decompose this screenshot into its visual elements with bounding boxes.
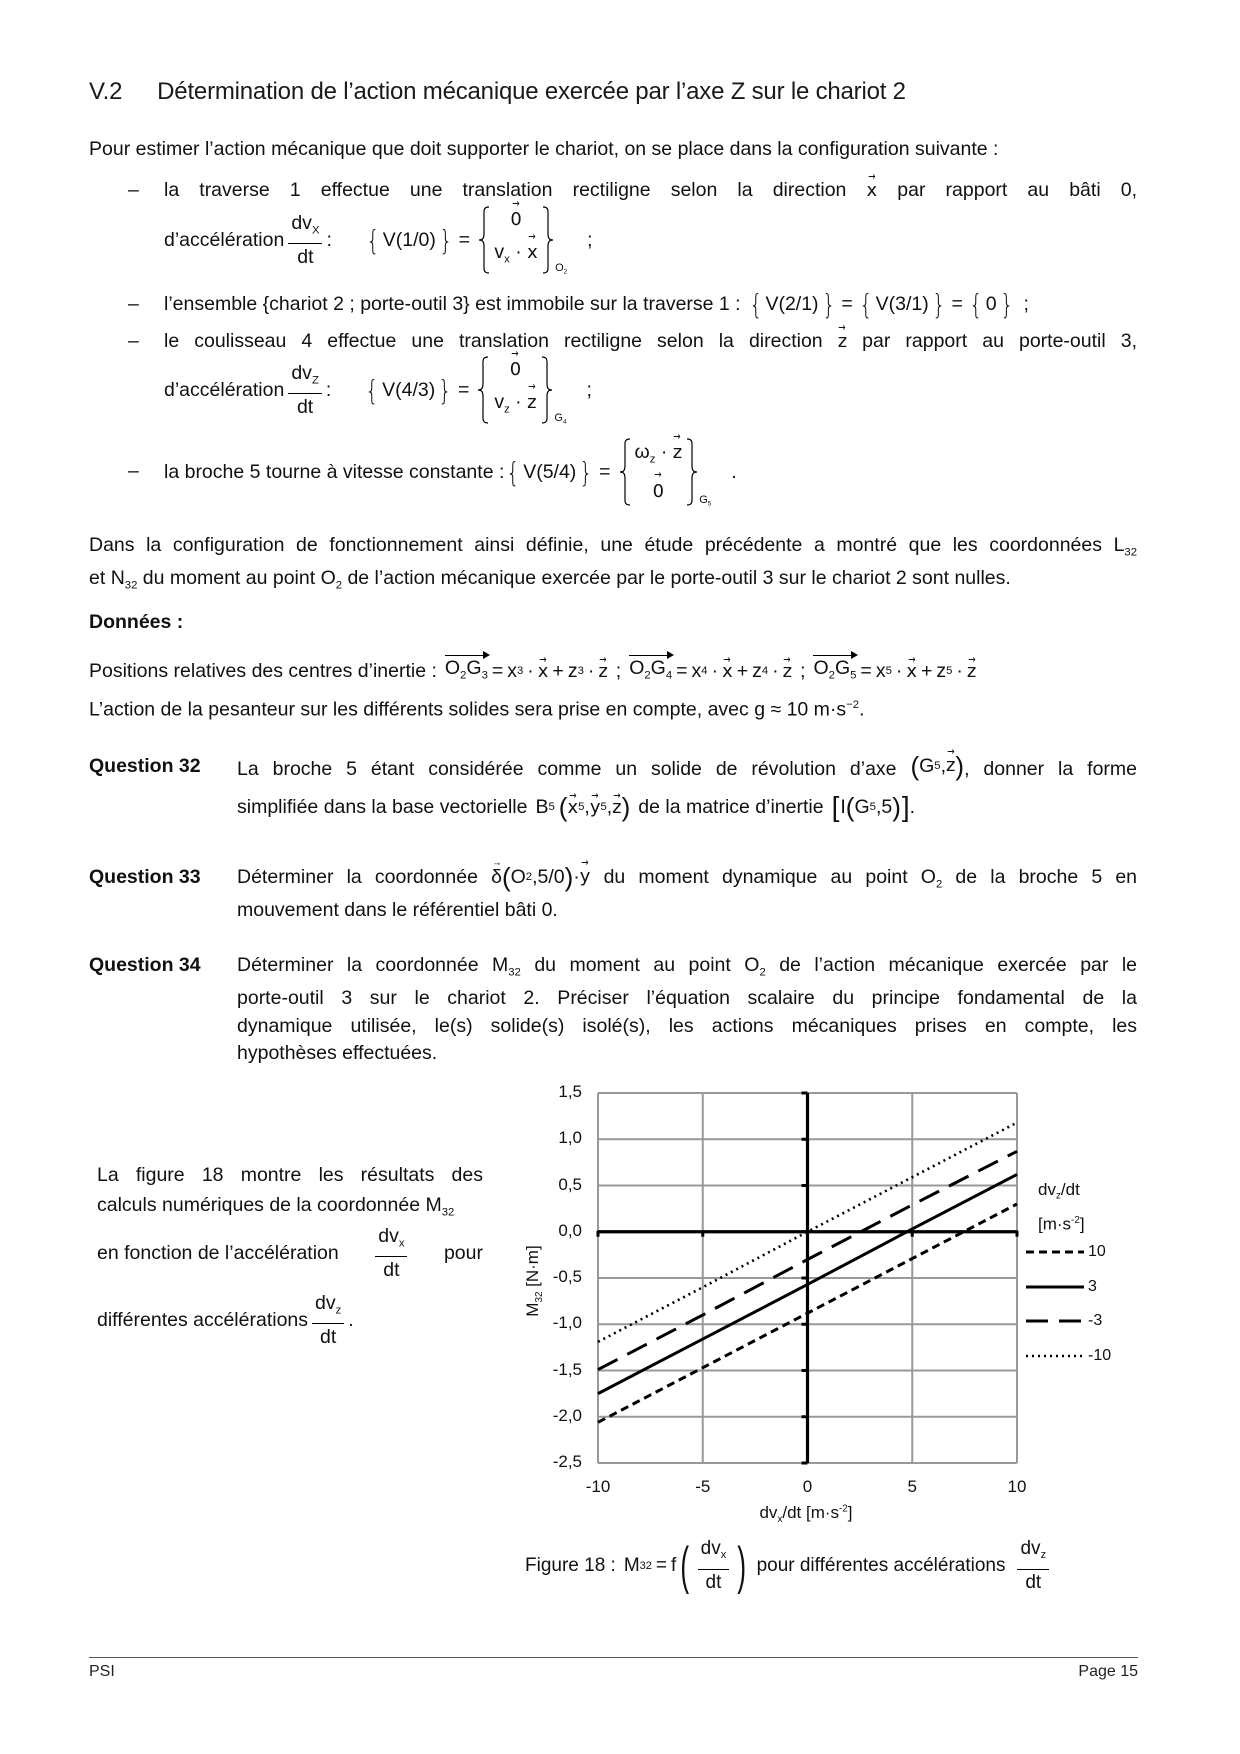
text: l’ensemble {chariot 2 ; porte-outil 3} est immobile sur la traverse 1 : [164, 292, 741, 315]
section-title-text: Détermination de l’action mécanique exercée par l’axe Z sur le chariot 2 [157, 78, 906, 105]
kinematic-torsor-4-3: → 0 $v_z$ · → z $G_4$ [477, 354, 566, 425]
legend-item [1026, 1243, 1106, 1261]
section-number: V.2 [89, 78, 123, 105]
sub: 32 [1124, 546, 1137, 559]
legend-item [1026, 1312, 1102, 1330]
equals: = [841, 292, 853, 315]
chart-y-axis-label: $M_{32}$ [N·m] [523, 1245, 545, 1317]
intro-paragraph: Pour estimer l’action mécanique que doit supporter le chariot, on se place dans la configuration suivante : [89, 138, 999, 160]
x-tick-label: 0 [802, 1477, 813, 1496]
y-tick-label: -0,5 [552, 1267, 582, 1286]
footer-page-number: Page 15 [1078, 1663, 1138, 1680]
legend-label: 10 [1088, 1243, 1106, 1260]
data-heading: Données : [89, 611, 184, 633]
bullet-marker: – [128, 460, 139, 482]
sub: X [311, 224, 320, 237]
y-tick-label: 0,5 [558, 1174, 582, 1194]
inertia-matrix: [ I ( G 5 , 5 ) ] [832, 791, 910, 823]
chart-legend-title: $dv_z/dt$ $[m\cdot s^{-2}]$ [1038, 1180, 1085, 1234]
num: dv [291, 211, 312, 234]
series-line-dvz-3 [598, 1174, 1017, 1393]
brace-left [478, 205, 490, 275]
y-tick-label: -1,0 [552, 1313, 582, 1333]
var: v [494, 241, 505, 264]
footer-left: PSI [89, 1663, 115, 1680]
vector-O2G3: $O_2G_3$ [445, 655, 488, 686]
series-line-dvz--3 [598, 1151, 1017, 1369]
y-tick-label: -1,5 [552, 1359, 582, 1379]
torsor-lhs [364, 224, 455, 257]
text: par rapport au porte-outil 3, [862, 330, 1137, 352]
reduction-point: $O_2$ [555, 262, 568, 276]
vector-x: → x [527, 237, 538, 269]
x-tick-label: -10 [585, 1477, 611, 1496]
torsor-lhs: { V(4/3) } [363, 374, 454, 407]
figure-text-line-2: calculs numériques de la coordonnée $M_{32}$ [97, 1194, 455, 1219]
bullet-3-line-1 [164, 327, 1137, 355]
torsor-3-1: { V(3/1) } [857, 288, 948, 321]
bullet-marker: – [128, 179, 139, 201]
question-32-label: Question 32 [89, 755, 201, 777]
fraction-dvz-dt: $\frac{dv_z}{dt}$ [312, 1291, 344, 1349]
question-34-line-1: Déterminer la coordonnée $M_{32}$ du moment au point $O_2$ de l’action mécanique exercée par le [237, 954, 1138, 979]
chart-x-axis-label: $dv_x/dt$ $[m\cdot s^{-2}]$ [759, 1503, 853, 1525]
footer-rule [89, 1657, 1138, 1658]
question-34-line-3: dynamique utilisée, le(s) solide(s) isolé(s), les actions mécaniques prises en compte, les [237, 1015, 1137, 1037]
legend-line-solid [1026, 1282, 1084, 1292]
colon: : [325, 378, 332, 401]
bullet-3-line-2 [164, 354, 592, 426]
brace-left [477, 355, 489, 425]
question-33-line-2: mouvement dans le référentiel bâti 0. [237, 899, 558, 921]
y-tick-label: 0,0 [558, 1220, 582, 1240]
brace-right [541, 355, 553, 425]
kinematic-torsor-1-0 [478, 204, 567, 275]
torsor-top: → 0 [510, 204, 521, 236]
figure-text-line-1: La figure 18 montre les résultats des [97, 1164, 483, 1186]
bullet-2 [164, 286, 1029, 322]
semicolon: ; [1023, 292, 1029, 315]
bullet-4 [164, 434, 737, 510]
legend-line-dotted [1026, 1351, 1084, 1361]
vector-z: → z [673, 437, 682, 469]
question-34-label: Question 34 [89, 954, 201, 976]
kinematic-torsor-5-4: $\omega_z$ · → z → 0 $G_5$ [619, 436, 712, 507]
legend-item [1026, 1347, 1111, 1365]
equals: = [599, 460, 611, 483]
question-32-line-1: La broche 5 étant considérée comme un solide de révolution d’axe ( G 5 , → z ) , donner la forme [237, 752, 1137, 780]
figure-text-line-4: différentes accélérations $\frac{dv_z}{dt}$ . [97, 1291, 354, 1349]
fraction-dvz-dt: $\frac{dv_Z}{dt}$ [288, 361, 322, 419]
positions-label: Positions relatives des centres d’inertie : [89, 659, 437, 682]
semicolon: ; [587, 228, 593, 251]
fraction-dvx-dt [288, 211, 322, 269]
torsor-2-1: { V(2/1) } [747, 288, 838, 321]
semicolon: ; [586, 378, 592, 401]
y-tick-label: -2,5 [552, 1452, 582, 1471]
series-line-dvz--10 [598, 1123, 1017, 1342]
accel-label: d’accélération [164, 378, 285, 401]
question-34-line-4: hypothèses effectuées. [237, 1042, 438, 1064]
legend-label: -3 [1088, 1312, 1103, 1330]
text: Dans la configuration de fonctionnement ainsi définie, une étude précédente a montré que les coordonnées [89, 534, 1102, 556]
bullet-1-line-2 [164, 204, 593, 276]
torsor-lhs: { V(5/4) } [504, 456, 595, 489]
question-34-line-2: porte-outil 3 sur le chariot 2. Préciser l’équation scalaire du principe fondamental de la [237, 987, 1137, 1009]
bullet-marker: – [128, 330, 139, 352]
text: le coulisseau 4 effectue une translation rectiligne selon la direction [164, 330, 823, 352]
period: . [731, 460, 737, 483]
series-line-dvz-10 [598, 1204, 1017, 1422]
gravity-line: L’action de la pesanteur sur les différents solides sera prise en compte, avec g ≈ 10 $m\cdot s^{-2}$. [89, 698, 865, 721]
torsor-null: { 0 } [967, 288, 1016, 321]
accel-label: d’accélération [164, 228, 285, 251]
question-32-line-2: simplifiée dans la base vectorielle B 5 ( → x 5 , → y 5 , → z ) de la matrice d’inertie [ I ( G 5 , 5 ) ] . [237, 789, 915, 825]
equals: = [458, 378, 470, 401]
brace-right [686, 437, 698, 507]
vector-x: → x [867, 177, 878, 205]
legend-label: 3 [1088, 1277, 1097, 1295]
legend-line-short-dash [1026, 1247, 1084, 1257]
brace-left [619, 437, 631, 507]
var-L32: L [1113, 534, 1125, 556]
text: la traverse 1 effectue une translation rectiligne selon la direction [164, 179, 847, 201]
torsor-top: → 0 [510, 354, 521, 386]
colon: : [326, 228, 332, 251]
legend-line-long-dash [1026, 1316, 1084, 1326]
section-title [89, 78, 906, 106]
dot: · [515, 241, 522, 264]
x-tick-label: 10 [1007, 1477, 1027, 1496]
equals: = [458, 228, 471, 251]
reduction-point: $G_5$ [699, 494, 712, 508]
fraction-dvx-dt: $\frac{dv_x}{dt}$ [375, 1224, 407, 1282]
context-line-2: et $N_{32}$ du moment au point $O_2$ de l’action mécanique exercée par le porte-outil 3 sur le chariot 2 sont nulles. [89, 567, 1011, 592]
y-tick-label: 1,0 [558, 1128, 582, 1148]
positions-line: Positions relatives des centres d’inertie : $O_2G_3$ = x 3 · → x + z 3 · → z ; $O_2G_4$ = x 4 · → x + z 4 · → z ; $O_2G_5$ = x 5 · → x + z 5 · → z [89, 655, 976, 687]
x-tick-label: -5 [695, 1477, 711, 1496]
gravity-value: g ≈ 10 m·s [754, 698, 847, 721]
torsor-bottom: → 0 [653, 476, 664, 508]
bullet-1-line-1 [164, 176, 1137, 204]
brace-right [542, 205, 554, 275]
question-33-line-1: Déterminer la coordonnée → δ ( O 2 , 5/0 ) · → y du moment dynamique au point $O_2$ de la broche 5 en [237, 863, 1137, 891]
figure-text-line-3: en fonction de l’accélération $\frac{dv_x}{dt}$ pour [97, 1224, 483, 1282]
var-N32: N [110, 567, 125, 589]
text: par rapport au bâti 0, [897, 179, 1138, 201]
sub: x [504, 253, 510, 266]
y-tick-label: 1,5 [558, 1082, 582, 1101]
bullet-marker: – [128, 293, 139, 315]
vector-z: → z [527, 387, 536, 419]
question-33-label: Question 33 [89, 866, 201, 888]
context-line-1 [89, 531, 1137, 559]
vector-z: → z [838, 328, 847, 356]
vector-O2G5: $O_2G_5$ [813, 655, 856, 686]
equals: = [951, 292, 963, 315]
legend-label: -10 [1088, 1347, 1112, 1365]
reduction-point: $G_4$ [554, 412, 567, 426]
vector-O2G4: $O_2G_4$ [629, 655, 672, 686]
text: la broche 5 tourne à vitesse constante : [164, 460, 505, 483]
lhs: { V(1/0) [382, 228, 436, 251]
legend-item [1026, 1278, 1097, 1296]
point-O2: O [320, 567, 336, 589]
y-tick-label: -2,0 [552, 1405, 582, 1425]
x-tick-label: 5 [907, 1477, 917, 1496]
figure-caption: Figure 18 : M 32 = f ( $\frac{dv_x}{dt}$ ) pour différentes accélérations $\frac{dv_z}{dt}$ [525, 1536, 1053, 1596]
den: dt [297, 246, 314, 269]
